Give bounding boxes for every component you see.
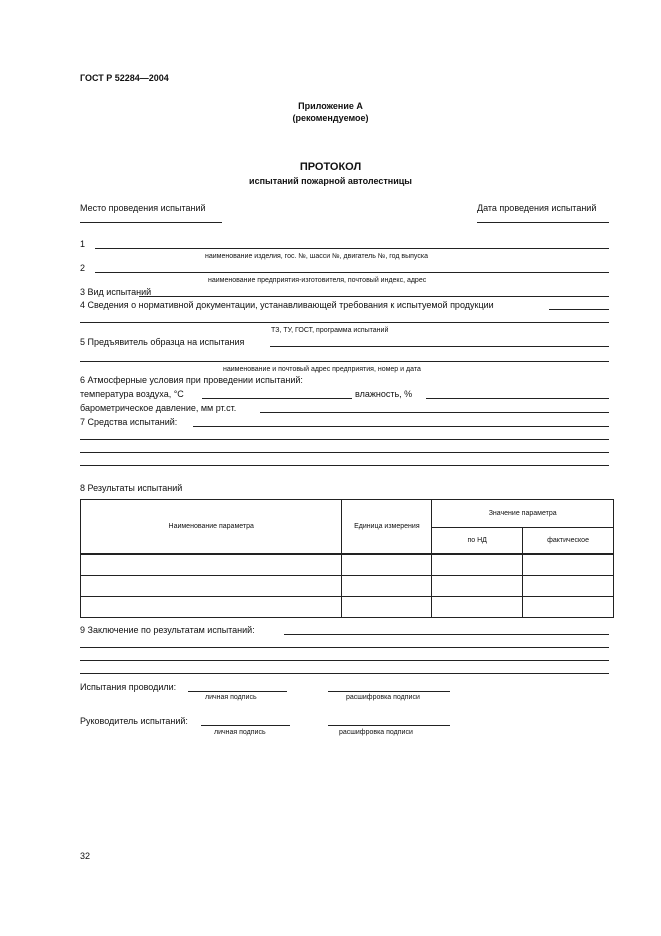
item-5-caption: наименование и почтовый адрес предприятия, номер и дата <box>223 366 421 373</box>
item-3-label: 3 Вид испытаний <box>80 287 152 297</box>
temperature-label: температура воздуха, °С <box>80 389 184 399</box>
table-cell[interactable] <box>342 576 432 597</box>
pressure-field[interactable] <box>260 412 609 413</box>
table-header-parameter: Наименование параметра <box>81 500 342 555</box>
item-9-field-a[interactable] <box>284 634 609 635</box>
page-number: 32 <box>80 851 91 861</box>
table-header-actual: фактическое <box>523 528 614 555</box>
item-5-field-a[interactable] <box>270 346 609 347</box>
item-6-label: 6 Атмосферные условия при проведении испытаний: <box>80 375 303 385</box>
conducted-signature-caption: личная подпись <box>205 694 257 701</box>
date-label: Дата проведения испытаний <box>477 203 597 213</box>
table-header-value: Значение параметра <box>432 500 614 528</box>
table-cell[interactable] <box>342 597 432 618</box>
item-7-field-a[interactable] <box>193 426 609 427</box>
item-4-label: 4 Сведения о нормативной документации, устанавливающей требования к испытуемой продукции <box>80 300 494 310</box>
head-decoding-caption: расшифровка подписи <box>339 729 413 736</box>
date-field[interactable] <box>477 222 609 223</box>
item-5-label: 5 Предъявитель образца на испытания <box>80 337 245 347</box>
conducted-decoding-caption: расшифровка подписи <box>346 694 420 701</box>
item-9-label: 9 Заключение по результатам испытаний: <box>80 625 255 635</box>
humidity-field[interactable] <box>426 398 609 399</box>
protocol-subtitle: испытаний пожарной автолестницы <box>249 176 412 186</box>
table-row <box>81 597 614 618</box>
conducted-signature-field[interactable] <box>188 691 287 692</box>
head-signature-caption: личная подпись <box>214 729 266 736</box>
item-7-field-c[interactable] <box>80 452 609 453</box>
table-cell[interactable] <box>523 597 614 618</box>
conducted-label: Испытания проводили: <box>80 682 177 692</box>
place-label: Место проведения испытаний <box>80 203 206 213</box>
item-7-label: 7 Средства испытаний: <box>80 417 178 427</box>
item-4-field-b[interactable] <box>80 322 609 323</box>
conducted-decoding-field[interactable] <box>328 691 450 692</box>
item-2-field[interactable] <box>95 272 609 273</box>
table-header-nd: по НД <box>432 528 523 555</box>
document-standard-number: ГОСТ Р 52284—2004 <box>80 73 169 83</box>
item-1-field[interactable] <box>95 248 609 249</box>
item-5-field-b[interactable] <box>80 361 609 362</box>
table-row <box>81 554 614 576</box>
item-3-field[interactable] <box>139 296 609 297</box>
item-9-field-b[interactable] <box>80 647 609 648</box>
temperature-field[interactable] <box>202 398 352 399</box>
item-7-field-b[interactable] <box>80 439 609 440</box>
item-9-field-c[interactable] <box>80 660 609 661</box>
table-header-unit: Единица измерения <box>342 500 432 555</box>
appendix-subtitle: (рекомендуемое) <box>292 113 369 123</box>
table-cell[interactable] <box>81 576 342 597</box>
table-row <box>81 576 614 597</box>
item-8-label: 8 Результаты испытаний <box>80 483 183 493</box>
place-field[interactable] <box>80 222 222 223</box>
protocol-title: ПРОТОКОЛ <box>299 161 362 173</box>
table-cell[interactable] <box>81 597 342 618</box>
item-9-field-d[interactable] <box>80 673 609 674</box>
head-label: Руководитель испытаний: <box>80 716 188 726</box>
item-2-caption: наименование предприятия-изготовителя, почтовый индекс, адрес <box>208 277 427 284</box>
item-1-caption: наименование изделия, гос. №, шасси №, двигатель №, год выпуска <box>205 253 428 260</box>
table-cell[interactable] <box>523 576 614 597</box>
pressure-label: барометрическое давление, мм рт.ст. <box>80 403 237 413</box>
table-cell[interactable] <box>523 554 614 576</box>
appendix-title: Приложение А <box>298 101 363 111</box>
table-cell[interactable] <box>432 576 523 597</box>
item-7-field-d[interactable] <box>80 465 609 466</box>
table-cell[interactable] <box>432 554 523 576</box>
item-2-number: 2 <box>80 263 86 273</box>
table-cell[interactable] <box>342 554 432 576</box>
head-signature-field[interactable] <box>201 725 290 726</box>
results-table <box>80 499 614 618</box>
table-cell[interactable] <box>432 597 523 618</box>
head-decoding-field[interactable] <box>328 725 450 726</box>
item-4-field-a[interactable] <box>549 309 609 310</box>
humidity-label: влажность, % <box>355 389 413 399</box>
item-4-caption: ТЗ, ТУ, ГОСТ, программа испытаний <box>271 327 389 334</box>
item-1-number: 1 <box>80 239 86 249</box>
table-cell[interactable] <box>81 554 342 576</box>
